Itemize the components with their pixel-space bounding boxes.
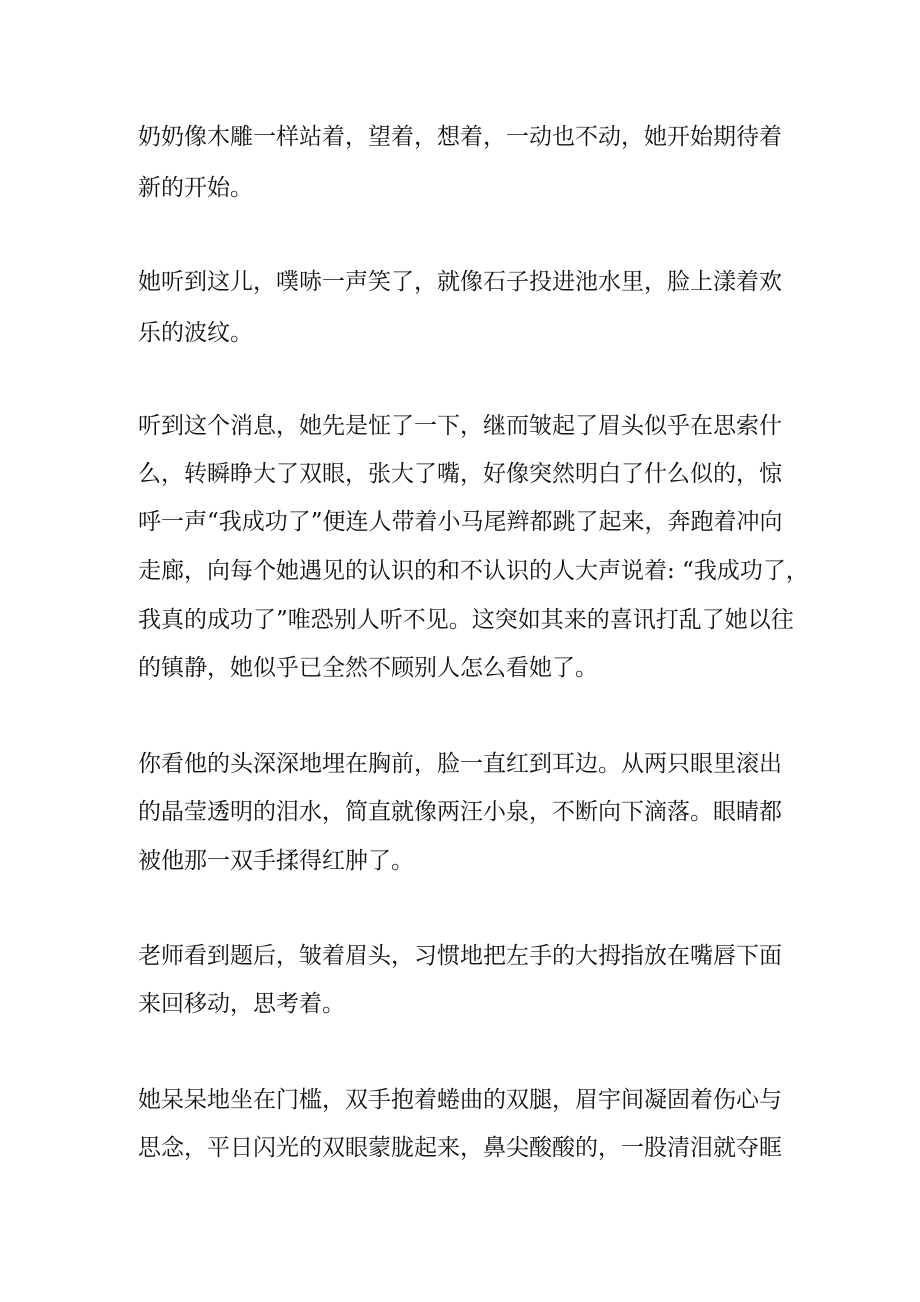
text-line: 走廊，向每个她遇见的认识的和不认识的人大声说着: “我成功了，: [138, 558, 809, 584]
text-line: 么，转瞬睁大了双眼，张大了嘴，好像突然明白了什么似的，惊: [138, 461, 782, 487]
text-line: 新的开始。: [138, 175, 253, 201]
text-line: 的晶莹透明的泪水，简直就像两汪小泉，不断向下滴落。眼睛都: [138, 799, 782, 825]
text-line: 我真的成功了”唯恐别人听不见。这突如其来的喜讯打乱了她以往: [138, 607, 794, 633]
text-line: 思念，平日闪光的双眼蒙胧起来，鼻尖酸酸的，一股清泪就夺眶: [138, 1135, 782, 1161]
text-line: 的镇静，她似乎已全然不顾别人怎么看她了。: [138, 655, 598, 681]
text-line: 她听到这儿，噗哧一声笑了，就像石子投进池水里，脸上漾着欢: [138, 269, 782, 295]
text-line: 老师看到题后，皱着眉头，习惯地把左手的大拇指放在嘴唇下面: [138, 943, 782, 969]
text-line: 被他那一双手揉得红肿了。: [138, 848, 414, 874]
text-line: 她呆呆地坐在门槛，双手抱着蜷曲的双腿，眉宇间凝固着伤心与: [138, 1087, 782, 1113]
text-line: 来回移动，思考着。: [138, 991, 345, 1017]
text-line: 乐的波纹。: [138, 320, 253, 346]
text-line: 呼一声“我成功了”便连人带着小马尾辫都跳了起来，奔跑着冲向: [138, 509, 783, 535]
text-line: 奶奶像木雕一样站着，望着，想着，一动也不动，她开始期待着: [138, 124, 782, 150]
text-line: 听到这个消息，她先是怔了一下，继而皱起了眉头似乎在思索什: [138, 413, 782, 439]
text-line: 你看他的头深深地埋在胸前，脸一直红到耳边。从两只眼里滚出: [138, 751, 782, 777]
